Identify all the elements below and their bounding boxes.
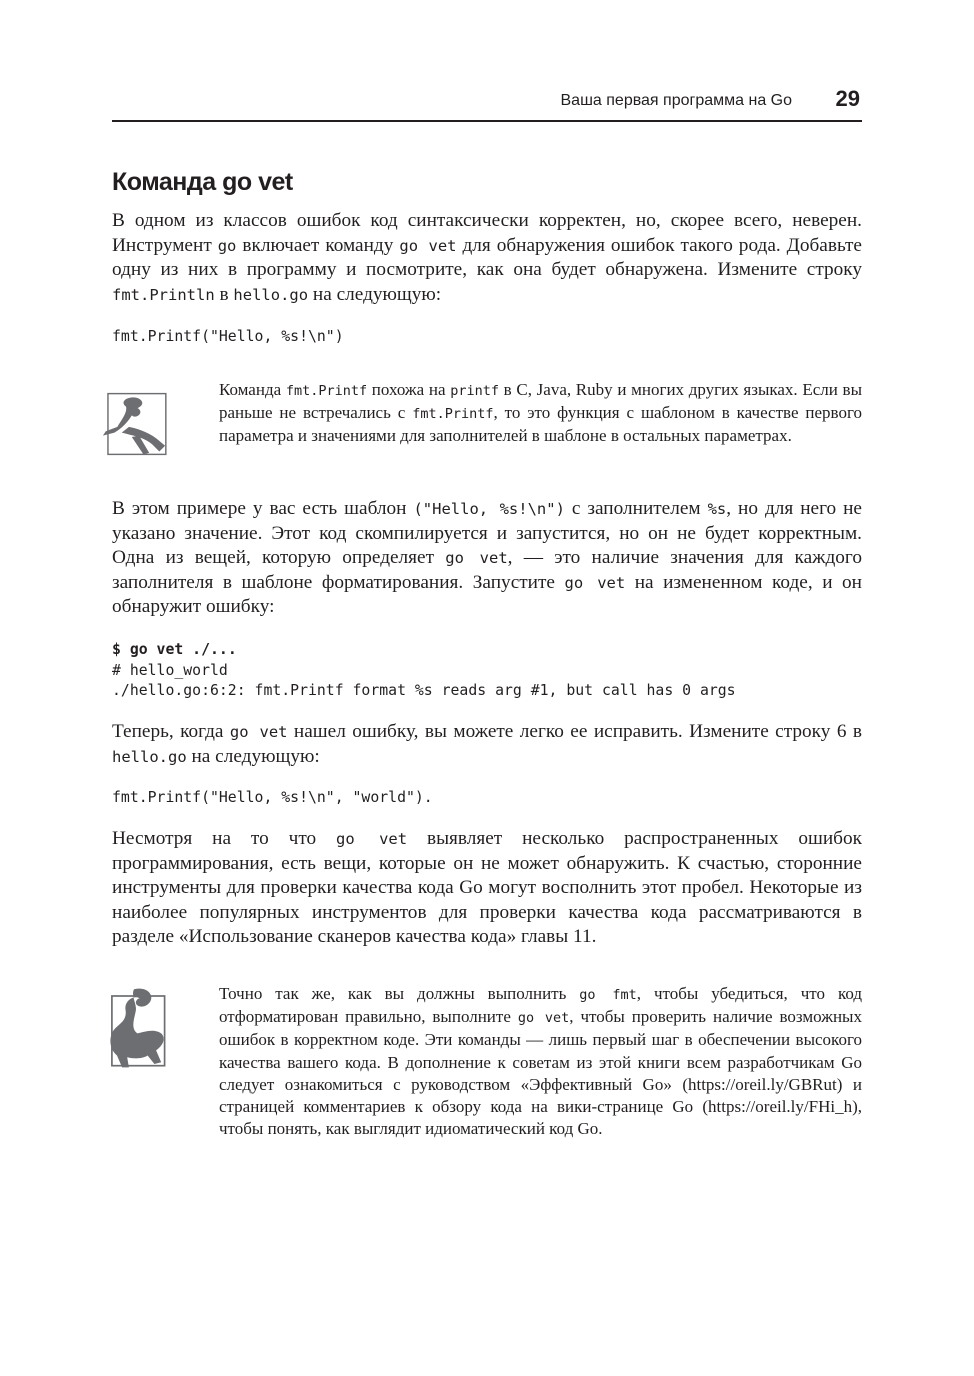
text-run: нашел ошибку, вы можете легко ее исправить. Измените строку 6 в xyxy=(287,721,862,742)
section-title: Команда go vet xyxy=(112,168,293,196)
header-title: Ваша первая программа на Go xyxy=(560,92,792,109)
inline-code: %s xyxy=(707,500,727,518)
prompt: $ xyxy=(112,641,130,658)
inline-code: go fmt xyxy=(579,987,637,1003)
text-run: , чтобы проверить наличие возможных ошибок в корректном коде. Эти команды — лишь первый шаг в обеспечении высокого качества вашего кода. В дополнение к советам из этой книги всем разработчикам Go следует ознакомиться с руководством «Эффективный Go» (https://oreil.ly/GBRut) и страницей комментариев к обзору кода на вики-странице Go (https://oreil.ly/FHi_h), чтобы понять, как выглядит идиоматический код Go. xyxy=(219,1007,862,1139)
text-run: Команда xyxy=(219,380,286,399)
inline-code: printf xyxy=(450,383,499,399)
command: go vet ./... xyxy=(129,641,237,658)
text-run: включает команду xyxy=(236,234,400,256)
inline-code: ("Hello, %s!\n") xyxy=(413,500,565,518)
terminal-output xyxy=(112,640,736,702)
text-run: В одном из классов ошибок код синтаксически корректен, но, скорее всего, неверен. Инструмент xyxy=(112,210,862,256)
text-run: , чтобы убедиться, что код отформатирован правильно, выполните xyxy=(219,984,862,1027)
inline-code: hello.go xyxy=(233,285,309,304)
output-line: # hello_world xyxy=(112,661,228,679)
code-sample-1: fmt.Printf("Hello, %s!\n") xyxy=(112,328,344,345)
text-run: в C, Java, Ruby и многих других языках. Если вы раньше не встречались с xyxy=(219,380,862,423)
text-run: выявляет несколько распространенных ошибок программирования, есть вещи, которые он не может обнаружить. К счастью, сторонние инструменты для проверки качества кода Go могут восполнить этот пробел. Некоторые из наиболее популярных инструментов для проверки качества кода рассматриваются в разделе «Использование сканеров качества кода» главы 11. xyxy=(112,828,863,948)
text-run: для обнаружения ошибок такого рода. Добавьте одну из них в программу и посмотрите, как она будет обнаружена. Измените строку xyxy=(112,234,862,281)
inline-code: go vet xyxy=(517,1010,570,1027)
inline-code: fmt.Printf xyxy=(412,406,494,423)
inline-code: go vet xyxy=(564,573,626,592)
output-line: ./hello.go:6:2: fmt.Printf format %s reads arg #1, but call has 0 args xyxy=(112,682,736,699)
text-run: , но для него не указано значение. Этот код скомпилируется и запустится, но он не будет корректным. Одна из вещей, которую определяет xyxy=(112,498,862,569)
text-run: В этом примере у вас есть шаблон xyxy=(112,498,414,519)
paragraph-3 xyxy=(112,720,862,769)
inline-code: go xyxy=(217,236,237,255)
paragraph-2 xyxy=(112,497,862,620)
note-printf xyxy=(219,379,862,448)
inline-code: go vet xyxy=(229,723,288,741)
text-run: , то это функция с шаблоном в качестве первого параметра и значениями для заполнителей в шаблоне в остальных параметрах. xyxy=(219,403,862,446)
inline-code: go vet xyxy=(399,236,457,255)
inline-code: hello.go xyxy=(112,747,187,766)
text-run: на следующую: xyxy=(186,745,320,767)
lemur-icon xyxy=(100,978,168,1082)
inline-code: go vet xyxy=(445,549,508,568)
text-run: на измененном коде, и он обнаружит ошибку: xyxy=(112,571,862,618)
inline-code: fmt.Printf xyxy=(285,383,368,399)
note-linters xyxy=(219,983,862,1140)
text-run: Несмотря на то что xyxy=(112,828,337,849)
paragraph-4 xyxy=(112,827,862,950)
running-header xyxy=(112,86,862,122)
text-run: , — это наличие значения для каждого заполнителя в шаблоне форматирования. Запустите xyxy=(112,547,863,593)
text-run: в xyxy=(214,283,234,305)
page-number: 29 xyxy=(835,86,860,111)
text-run: Теперь, когда xyxy=(112,721,230,742)
scorpion-icon xyxy=(100,378,168,470)
inline-code: fmt.Println xyxy=(112,285,215,304)
text-run: похожа на xyxy=(367,380,451,399)
paragraph-1 xyxy=(112,209,862,307)
inline-code: go vet xyxy=(336,830,408,848)
text-run: с заполнителем xyxy=(564,498,708,519)
text-run: Точно так же, как вы должны выполнить xyxy=(219,984,580,1003)
code-sample-2: fmt.Printf("Hello, %s!\n", "world"). xyxy=(112,789,433,806)
text-run: на следующую: xyxy=(308,283,442,305)
